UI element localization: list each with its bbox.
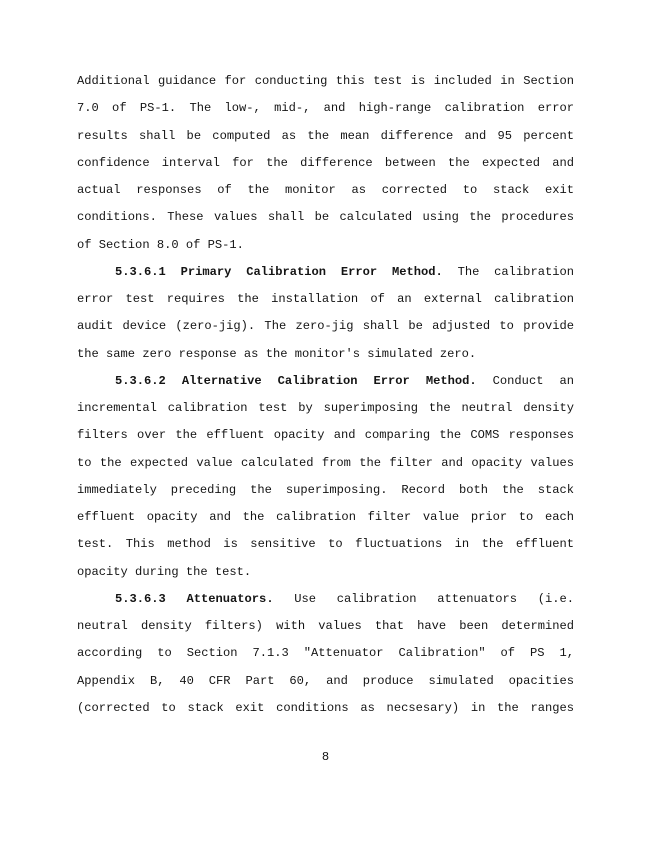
paragraph-line: immediately preceding the superimposing. Record both the stack [77, 482, 574, 497]
paragraph-line: incremental calibration test by superimposing the neutral density [77, 401, 574, 415]
section-number: 5.3.6.2 [115, 373, 166, 388]
paragraph-line: neutral density filters) with values that have been determined [77, 619, 574, 633]
section-number: 5.3.6.1 [115, 264, 166, 279]
section-title: Alternative Calibration Error Method. [181, 373, 477, 388]
paragraph-text: Conduct an [492, 373, 574, 388]
paragraph-line: conditions. These values shall be calculated using the procedures [77, 210, 574, 225]
section-title: Attenuators. [186, 591, 274, 606]
section-heading-line [77, 259, 574, 286]
paragraph-line: audit device (zero-jig). The zero-jig shall be adjusted to provide [77, 319, 574, 334]
paragraph-line: opacity during the test. [77, 564, 252, 579]
section-heading-line [77, 586, 574, 613]
page-number: 8 [321, 750, 330, 764]
paragraph-line: confidence interval for the difference between the expected and [77, 155, 574, 170]
paragraph-line: filters over the effluent opacity and comparing the COMS responses [77, 428, 574, 443]
paragraph-line: (corrected to stack exit conditions as necsesary) in the ranges [77, 700, 574, 715]
paragraph-line: actual responses of the monitor as corrected to stack exit [77, 183, 574, 197]
paragraph-line: the same zero response as the monitor's simulated zero. [77, 346, 477, 361]
paragraph-text: Use calibration attenuators (i.e. [294, 591, 574, 606]
paragraph-line: according to Section 7.1.3 "Attenuator Calibration" of PS 1, [77, 646, 574, 661]
paragraph-text: The calibration [457, 264, 574, 279]
paragraph-line: error test requires the installation of an external calibration [77, 292, 574, 306]
paragraph-line: to the expected value calculated from the filter and opacity values [77, 455, 574, 470]
paragraph-line: test. This method is sensitive to fluctuations in the effluent [77, 537, 574, 552]
section-heading-line [77, 368, 574, 395]
body-text [77, 68, 574, 722]
paragraph-line: Appendix B, 40 CFR Part 60, and produce simulated opacities [77, 673, 574, 688]
paragraph-line: Additional guidance for conducting this test is included in Section [77, 74, 574, 88]
section-title: Primary Calibration Error Method. [180, 264, 443, 279]
paragraph-line: of Section 8.0 of PS-1. [77, 237, 244, 252]
paragraph-line: results shall be computed as the mean difference and 95 percent [77, 128, 574, 143]
paragraph-line: 7.0 of PS-1. The low-, mid-, and high-range calibration error [77, 101, 574, 116]
paragraph-line: effluent opacity and the calibration filter value prior to each [77, 510, 574, 524]
section-number: 5.3.6.3 [115, 591, 166, 606]
